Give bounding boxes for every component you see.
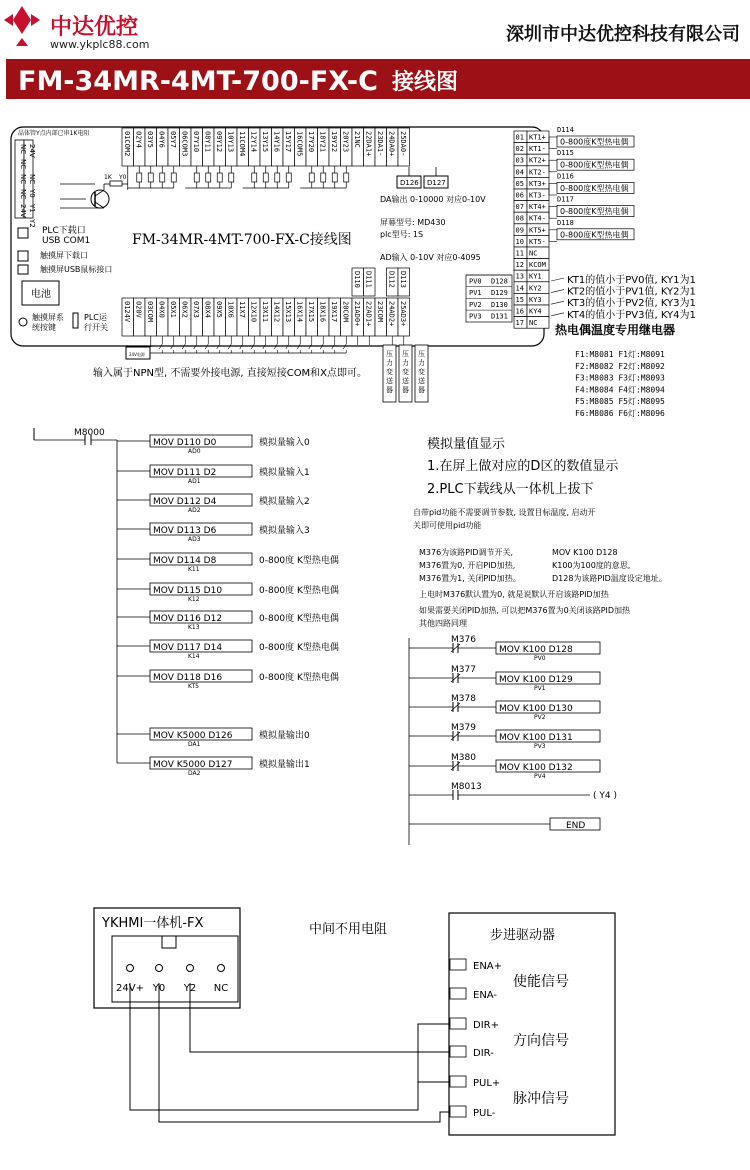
- ladder-instruction: MOV D112 D4: [153, 497, 217, 507]
- ladder-sub-label: K12: [188, 596, 200, 603]
- pressure-transmitter-label: 压力变送器: [402, 350, 409, 394]
- top-terminal-label: 15Y17: [284, 131, 292, 153]
- thermo-d-label: D114: [557, 126, 574, 134]
- right-terminal-num-label: 05: [515, 179, 524, 188]
- load-resistor: [309, 173, 314, 182]
- ladder-sub-label: K14: [188, 653, 200, 660]
- top-terminal-label: 14Y16: [272, 131, 281, 153]
- bottom-terminal-label: 12X10: [249, 301, 258, 323]
- hmi-terminal-label: NC: [213, 983, 229, 994]
- ladder-instruction: MOV D111 D2: [153, 468, 217, 478]
- hmi-title: YKHMI一体机-FX: [102, 916, 204, 931]
- hmi-download-label: 触摸屏下载口: [40, 251, 88, 260]
- bottom-terminal-label: 08X4: [203, 301, 212, 318]
- load-resistor: [137, 173, 142, 182]
- right-terminal-label: KT4+: [529, 203, 546, 212]
- bottom-terminal-label: 19X17: [330, 301, 338, 323]
- relay-title: 热电偶温度专用继电器: [555, 323, 676, 337]
- kt-notes: [551, 273, 696, 321]
- left-terminal-label: NC: [19, 189, 27, 200]
- bottom-terminal-label: 11X7: [238, 301, 246, 318]
- analog-input-boxes: [352, 268, 410, 296]
- right-terminal-num-label: 17: [515, 319, 524, 328]
- top-terminal-label: 04Y6: [157, 131, 166, 148]
- right-terminal-label: KT2+: [529, 156, 546, 165]
- plc-run-switch-label: PLC运行开关: [84, 313, 108, 332]
- pid-note-3a: MOV K100 D128: [552, 548, 618, 557]
- center-title: FM-34MR-4MT-700-FX-C接线图: [132, 232, 352, 248]
- top-terminal-label: 25DA0-: [399, 131, 407, 157]
- hmi-terminal-point: [156, 965, 163, 972]
- hmi-terminal-label: Y2: [183, 983, 197, 994]
- right-terminal-num-label: 08: [515, 214, 524, 223]
- left-terminal-label: 24V: [19, 204, 27, 218]
- function-key-code: F2:M8082 F2灯:M8092: [575, 361, 665, 371]
- pid-note-2a: M376为该路PID调节开关,: [419, 548, 514, 557]
- hmi-terminal-point: [127, 965, 134, 972]
- bottom-terminal-strip: [122, 298, 410, 336]
- load-resistor: [275, 173, 280, 182]
- bottom-terminal-label: 10X6: [226, 301, 235, 318]
- load-resistor: [229, 173, 234, 182]
- d126-label: D126: [400, 179, 419, 187]
- right-terminal-label: KY1: [529, 272, 542, 281]
- hmi-system-text: 触摸屏系统按键: [32, 313, 64, 332]
- bottom-terminal-label: 03COM: [146, 301, 154, 323]
- ladder-description: 模拟量输入0: [259, 438, 310, 448]
- ladder-instruction: MOV D118 D16: [153, 673, 223, 683]
- bottom-terminal-label: 23COM: [376, 301, 384, 323]
- right-terminal-strip: [514, 131, 549, 328]
- ladder-right: [409, 635, 617, 845]
- ladder-right-sub: PV3: [534, 743, 546, 750]
- driver-pin: [450, 959, 466, 970]
- ladder-right-contact: M378: [451, 694, 476, 704]
- driver-pin-label: DIR-: [473, 1048, 494, 1059]
- da-output-note: DA输出 0-10000 对应0-10V: [380, 195, 486, 204]
- analog-title: 模拟量值显示: [427, 437, 506, 452]
- top-terminal-label: 19Y22: [330, 131, 338, 153]
- thermocouple-label: 0-800度K型热电偶: [560, 207, 629, 217]
- ladder-right-contact: M377: [451, 665, 476, 675]
- plc-model: plc型号: 1S: [380, 230, 424, 239]
- ladder-right-contact: M8013: [451, 782, 482, 792]
- thermo-d-label: D117: [557, 195, 574, 204]
- ladder-sub-label: K11: [188, 566, 200, 573]
- pv-address: D128: [491, 277, 508, 286]
- page-title-suffix: 接线图: [392, 70, 459, 95]
- top-terminal-label: 08Y11: [203, 131, 212, 153]
- brand-name: 中达优控: [50, 15, 139, 40]
- usb-com-label: USB COM1: [42, 236, 91, 246]
- hmi-usb-label: 触摸屏USB鼠标接口: [40, 265, 113, 274]
- ladder-right-contact: M379: [451, 723, 476, 733]
- load-resistor: [206, 173, 211, 182]
- top-terminal-label: 24DA0+: [387, 131, 396, 157]
- pv-name: PV1: [469, 289, 482, 298]
- top-terminal-label: 16COM5: [295, 131, 304, 157]
- right-terminal-label: KT4-: [529, 214, 546, 223]
- bottom-terminal-label: 05X1: [169, 301, 177, 318]
- ladder-sub-label: DA2: [188, 770, 201, 777]
- bottom-terminal-label: 06X2: [180, 301, 189, 318]
- transistor-label: 1K: [104, 174, 112, 181]
- left-terminal-label: Y2: [28, 219, 36, 228]
- enable-signal: 使能信号: [513, 974, 569, 990]
- battery-label: 电池: [31, 289, 51, 300]
- load-resistor: [332, 173, 337, 182]
- top-terminal-label: 20Y23: [341, 131, 350, 153]
- top-terminal-label: 13Y15: [261, 131, 269, 153]
- left-terminal-label: NC: [19, 174, 27, 185]
- power-source-label: 24V电源: [129, 352, 145, 357]
- ladder-right-instruction: MOV K100 D129: [499, 675, 573, 685]
- driver-pin: [450, 1046, 466, 1057]
- ladder-coil: ( Y4 ): [593, 791, 617, 801]
- right-terminal-label: KT5-: [529, 237, 546, 246]
- top-terminal-label: 03Y5: [146, 131, 154, 148]
- ladder-right-instruction: MOV K100 D132: [499, 763, 573, 773]
- pid-note-3b: K100为100度的意思,: [552, 561, 631, 570]
- ladder-sub-label: AD3: [188, 536, 201, 543]
- right-terminal-num-label: 11: [515, 249, 524, 258]
- pid-note-2b: M376置为0, 开启PID加热,: [419, 561, 516, 570]
- function-key-code: F1:M8081 F1灯:M8091: [575, 350, 665, 359]
- right-terminal-label: NC: [529, 319, 538, 328]
- ladder-right-sub: PV2: [534, 714, 546, 721]
- top-terminal-label: 17Y20: [307, 131, 315, 153]
- pid-note-4: 上电时M376默认置为0, 就是说默认开启该路PID加热: [419, 590, 609, 599]
- ladder-instruction: MOV D113 D6: [153, 526, 217, 536]
- bottom-terminal-label: 15X13: [284, 301, 292, 323]
- ladder-description: 0-800度 K型热电偶: [259, 614, 339, 624]
- thermocouple-label: 0-800度K型热电偶: [560, 183, 629, 193]
- driver-pin-label: DIR+: [473, 1020, 499, 1031]
- right-terminal-num-label: 10: [515, 237, 524, 246]
- right-terminal-label: KT2-: [529, 168, 546, 177]
- kt-note: KT4的值小于PV3值, KY4为1: [567, 309, 696, 321]
- bottom-terminal-label: 16X14: [295, 301, 304, 323]
- thermocouple-list: [549, 126, 634, 241]
- ladder-right-instruction: MOV K100 D131: [499, 733, 573, 743]
- driver-pin-label: PUL+: [473, 1078, 501, 1089]
- top-terminal-strip: [122, 128, 410, 166]
- bottom-terminal-label: 14X12: [272, 301, 281, 323]
- bottom-terminal-label: 18X16: [318, 301, 327, 323]
- page-title: FM-34MR-4MT-700-FX-C: [18, 66, 378, 97]
- pressure-transmitter-label: 压力变送器: [386, 350, 393, 394]
- pid-note-1b: 关即可使用pid功能: [413, 521, 482, 530]
- hmi-system-button[interactable]: [19, 318, 27, 326]
- ladder-sub-label: AD0: [188, 448, 201, 455]
- input-switches: [150, 336, 346, 353]
- ladder-right-contact: M380: [451, 753, 476, 763]
- ladder-sub-label: DA1: [188, 741, 201, 748]
- ladder-description: 0-800度 K型热电偶: [259, 586, 339, 596]
- load-resistor: [217, 173, 222, 182]
- ladder-description: 0-800度 K型热电偶: [259, 673, 339, 683]
- ladder-description: 模拟量输出1: [259, 760, 310, 770]
- left-terminal-label: NC: [28, 174, 36, 185]
- pv-address: D131: [491, 312, 508, 321]
- ladder-sub-label: K13: [188, 624, 200, 631]
- analog-line2: 2.PLC下载线从一体机上拔下: [427, 482, 594, 497]
- analog-d-label: D113: [399, 271, 407, 288]
- ladder-description: 模拟量输入1: [259, 468, 310, 478]
- plc-run-switch[interactable]: [73, 313, 78, 328]
- load-resistor: [160, 173, 165, 182]
- plc-download-label: PLC下载口: [42, 226, 86, 236]
- bottom-terminal-label: 09X5: [215, 301, 223, 318]
- bottom-terminal-label: 25AD3+: [399, 301, 407, 327]
- pv-table: [466, 275, 512, 322]
- transistor-y-label: Y0: [119, 174, 127, 181]
- thermo-d-label: D116: [557, 172, 574, 181]
- pid-note-5a: 如果需要关闭PID加热, 可以把M376置为0关闭该路PID加热: [419, 606, 631, 615]
- function-key-code: F4:M8084 F4灯:M8094: [575, 385, 665, 395]
- top-terminal-label: 11COM4: [238, 131, 246, 157]
- middle-note: 中间不用电阻: [309, 922, 388, 937]
- pid-note-2c: M376置为1, 关闭PID加热。: [419, 574, 521, 583]
- pressure-transmitter-label: 压力变送器: [418, 350, 425, 394]
- bottom-terminal-label: 020V: [134, 301, 143, 318]
- analog-d-label: D111: [364, 271, 373, 288]
- ladder-description: 模拟量输出0: [259, 731, 310, 741]
- ladder-instruction: MOV D110 D0: [153, 438, 217, 448]
- kt-note: KT2的值小于PV1值, KY2为1: [567, 286, 696, 298]
- pv-name: PV3: [469, 312, 482, 321]
- left-terminal-label: Y1: [28, 204, 36, 213]
- direction-signal: 方向信号: [513, 1033, 569, 1049]
- left-terminal-label: Y0: [28, 189, 36, 198]
- load-resistor: [252, 173, 257, 182]
- top-note: 晶体管Y点内部已串1K电阻: [18, 130, 90, 137]
- hmi-terminal-label: Y0: [152, 983, 166, 994]
- load-resistor: [286, 173, 291, 182]
- driver-pin: [450, 988, 466, 999]
- ladder-description: 0-800度 K型热电偶: [259, 643, 339, 653]
- thermocouple-label: 0-800度K型热电偶: [560, 230, 629, 240]
- ladder-contact-label: M8000: [74, 428, 105, 438]
- right-terminal-label: KY2: [529, 284, 542, 293]
- load-resistor: [148, 173, 153, 182]
- thermo-d-label: D115: [557, 149, 574, 158]
- ladder-instruction: MOV D114 D8: [153, 556, 217, 566]
- pv-name: PV0: [469, 277, 482, 286]
- top-terminal-label: 09Y12: [215, 131, 223, 153]
- right-terminal-label: KY3: [529, 295, 542, 304]
- hmi-usb-port[interactable]: [18, 265, 28, 274]
- top-terminal-label: 05Y7: [169, 131, 177, 148]
- right-terminal-label: KT1-: [529, 145, 546, 154]
- hmi-connector-tab: [162, 936, 176, 948]
- output-loads: [128, 166, 349, 190]
- pid-note-5b: 其他四路同理: [419, 619, 467, 628]
- ladder-right-sub: PV0: [534, 655, 546, 662]
- driver-pin-label: ENA+: [473, 961, 503, 972]
- driver-pin-label: PUL-: [473, 1108, 496, 1119]
- ladder-right-instruction: MOV K100 D128: [499, 645, 573, 655]
- bottom-terminal-label: 13X11: [261, 301, 269, 323]
- load-resistor: [344, 173, 349, 182]
- bottom-terminal-label: 20COM: [341, 301, 350, 323]
- ladder-instruction: MOV K5000 D127: [153, 760, 233, 770]
- top-terminal-label: 06COM3: [180, 131, 189, 157]
- right-terminal-num-label: 07: [515, 203, 524, 212]
- thermo-d-label: D118: [557, 218, 574, 227]
- driver-pin: [450, 1076, 466, 1087]
- analog-line1: 1.在屏上做对应的D区的数值显示: [427, 459, 619, 474]
- pv-address: D129: [491, 289, 508, 298]
- right-terminal-label: KT1+: [529, 133, 546, 142]
- bottom-terminal-label: 17X15: [307, 301, 315, 323]
- right-terminal-num-label: 13: [515, 272, 524, 281]
- ladder-left: [34, 428, 339, 777]
- ladder-description: 模拟量输入2: [259, 497, 310, 507]
- top-terminal-label: 21NC: [353, 131, 361, 148]
- plc-download-port[interactable]: [18, 228, 28, 238]
- top-terminal-label: 01COM2: [123, 131, 131, 157]
- ladder-sub-label: AD2: [188, 507, 201, 514]
- bottom-terminal-label: 21AD0+: [353, 301, 361, 327]
- hmi-terminal-label: 24V+: [116, 983, 144, 994]
- ladder-sub-label: AD1: [188, 478, 201, 485]
- right-terminal-num-label: 15: [515, 295, 524, 304]
- transistor-icon: [60, 181, 128, 208]
- logo-icon: [4, 6, 40, 46]
- bottom-terminal-label: 04X0: [157, 301, 166, 318]
- left-terminal-strip: [15, 140, 36, 228]
- right-terminal-num-label: 12: [515, 261, 524, 270]
- right-terminal-num-label: 06: [515, 191, 524, 200]
- hmi-terminal-point: [218, 965, 225, 972]
- top-terminal-label: 23DA1-: [376, 131, 384, 157]
- ladder-description: 0-800度 K型热电偶: [259, 556, 339, 566]
- load-resistor: [321, 173, 326, 182]
- screen-model: 屏幕型号: MD430: [380, 218, 446, 227]
- ladder-right-instruction: MOV K100 D130: [499, 704, 573, 714]
- ladder-instruction: MOV K5000 D126: [153, 731, 233, 741]
- ladder-instruction: MOV D117 D14: [153, 643, 223, 653]
- analog-d-label: D112: [387, 271, 396, 288]
- right-terminal-num-label: 16: [515, 307, 524, 316]
- top-terminal-label: 12Y14: [249, 131, 258, 153]
- bottom-terminal-label: 07X3: [192, 301, 200, 318]
- left-terminal-label: NC: [19, 159, 27, 170]
- right-terminal-label: KT3+: [529, 179, 546, 188]
- bottom-terminal-label: 0124V: [123, 301, 131, 323]
- right-terminal-num-label: 01: [515, 133, 524, 142]
- function-key-code: F6:M8086 F6灯:M8096: [575, 409, 665, 418]
- thermocouple-label: 0-800度K型热电偶: [560, 160, 629, 170]
- kt-note: KT1的值小于PV0值, KY1为1: [567, 275, 696, 286]
- hmi-download-port[interactable]: [18, 251, 28, 261]
- right-terminal-num-label: 14: [515, 284, 524, 293]
- ladder-right-contact: M376: [451, 635, 476, 645]
- ladder-right-sub: PV1: [534, 685, 546, 692]
- right-terminal-label: KT3-: [529, 191, 546, 200]
- top-terminal-label: 02Y4: [134, 131, 143, 148]
- left-power-label: 24V: [28, 144, 36, 158]
- function-key-code: F5:M8085 F5灯:M8095: [575, 397, 665, 407]
- company-name: 深圳市中达优控科技有限公司: [506, 24, 740, 45]
- d127-label: D127: [427, 179, 446, 187]
- driver-pin-label: ENA-: [473, 990, 498, 1001]
- pid-note-1a: 自带pid功能不需要调节参数, 设置目标温度, 启动开: [413, 508, 596, 517]
- load-resistor: [171, 173, 176, 182]
- ladder-right-sub: PV4: [534, 773, 546, 780]
- right-terminal-label: KY4: [529, 307, 542, 316]
- load-resistor: [263, 173, 268, 182]
- thermocouple-label: 0-800度K型热电偶: [560, 137, 629, 147]
- analog-d-label: D110: [353, 271, 361, 288]
- pulse-signal: 脉冲信号: [513, 1091, 569, 1107]
- hmi-terminal-point: [187, 965, 194, 972]
- npn-note: 输入属于NPN型, 不需要外接电源, 直接短接COM和X点即可。: [93, 368, 368, 379]
- pid-note-3c: D128为该路PID温度设定地址。: [552, 574, 667, 583]
- right-terminal-num-label: 03: [515, 156, 524, 165]
- ladder-instruction: MOV D116 D12: [153, 614, 223, 624]
- kt-note: KT3的值小于PV2值, KY3为1: [567, 298, 696, 310]
- pv-name: PV2: [469, 300, 482, 309]
- ladder-end-label: END: [566, 821, 586, 831]
- function-key-code: F3:M8083 F3灯:M8093: [575, 373, 665, 383]
- right-terminal-label: NC: [529, 249, 538, 258]
- driver-pin: [450, 1106, 466, 1117]
- right-terminal-label: KCOM: [529, 261, 546, 270]
- brand-website[interactable]: www.ykplc88.com: [50, 38, 150, 51]
- function-key-codes: [575, 349, 665, 418]
- ladder-instruction: MOV D115 D10: [153, 586, 223, 596]
- driver-pin: [450, 1018, 466, 1029]
- top-terminal-label: 18Y21: [318, 131, 327, 153]
- ladder-sub-label: KT5: [188, 683, 199, 690]
- load-resistor: [194, 173, 199, 182]
- top-terminal-label: 22DA1+: [364, 131, 373, 157]
- bottom-terminal-label: 24AD2+: [387, 301, 396, 327]
- top-terminal-label: 07Y10: [192, 131, 200, 153]
- left-terminal-label: NC: [19, 144, 27, 155]
- right-terminal-label: KT5+: [529, 226, 546, 235]
- top-terminal-label: 10Y13: [226, 131, 235, 153]
- ad-input-note: AD输入 0-10V 对应0-4095: [380, 253, 481, 262]
- right-terminal-num-label: 09: [515, 226, 524, 235]
- driver-title: 步进驱动器: [490, 928, 556, 943]
- bottom-terminal-label: 22AD1+: [364, 301, 373, 327]
- right-terminal-num-label: 04: [515, 168, 524, 177]
- pv-address: D130: [491, 300, 508, 309]
- ladder-description: 模拟量输入3: [259, 526, 310, 536]
- right-terminal-num-label: 02: [515, 145, 524, 154]
